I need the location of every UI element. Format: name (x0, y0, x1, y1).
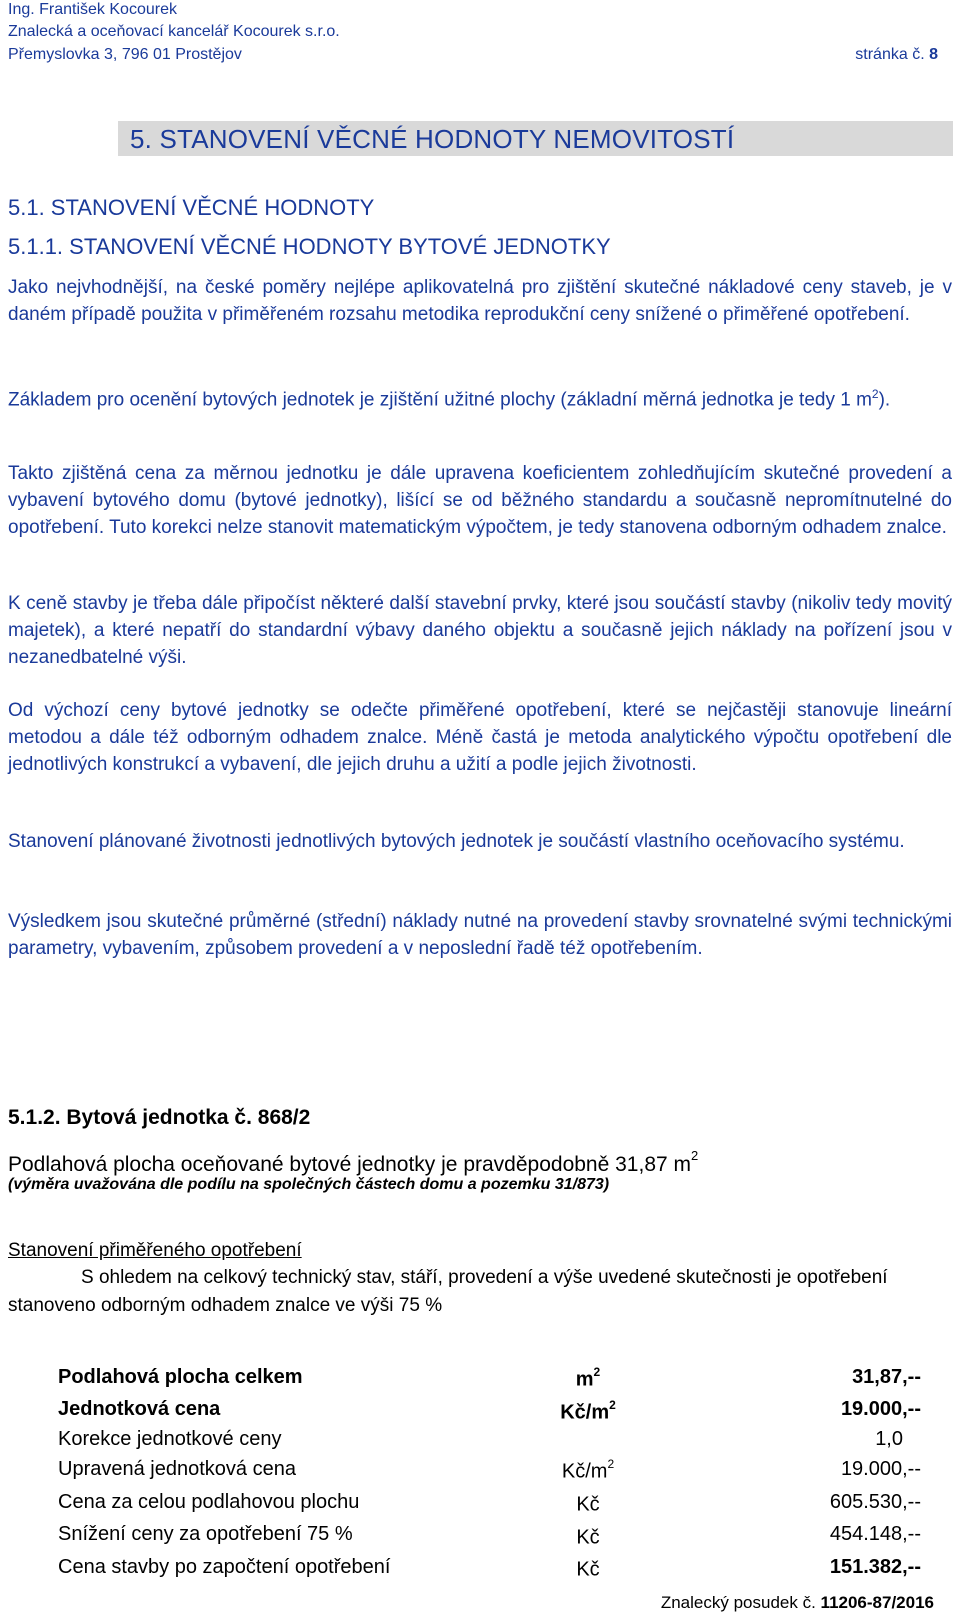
row-value: 19.000,-- (840, 1398, 921, 1421)
wear-text: S ohledem na celkový technický stav, stáří, provedení a výše uvedené skutečnosti je opotřebení stanoveno odborným odhadem znalce ve výši 75 % (8, 1267, 888, 1316)
section-heading-5-1-2: 5.1.2. Bytová jednotka č. 868/2 (8, 1106, 311, 1129)
valuation-table (58, 1361, 921, 1584)
section-heading-5: 5. STANOVENÍ VĚCNÉ HODNOTY NEMOVITOSTÍ (130, 124, 735, 154)
author-name: Ing. František Kocourek (8, 1, 177, 18)
page-number: 8 (929, 46, 938, 63)
row-unit (528, 1426, 648, 1453)
row-value: 605.530,-- (829, 1490, 921, 1513)
table-row (58, 1551, 921, 1584)
floor-area-sup: 2 (691, 1148, 699, 1163)
row-value: 1,0 (875, 1428, 903, 1451)
row-label: Snížení ceny za opotřebení 75 % (58, 1523, 353, 1546)
paragraph-additional-elements: K ceně stavby je třeba dále připočíst některé další stavební prvky, které jsou součástí stavby (nikoliv tedy movitý majetek), a které nepatří do standardní výbavy daného objektu a současně jejich náklady na pořízení jsou v nezanedbatelné výši. (8, 593, 952, 668)
row-label: Cena stavby po započtení opotřebení (58, 1556, 391, 1579)
floor-area-text: Podlahová plocha oceňované bytové jednotky je pravděpodobně 31,87 m (8, 1153, 692, 1176)
section-heading-5-1: 5.1. STANOVENÍ VĚCNÉ HODNOTY (8, 195, 375, 220)
paragraph-result: Výsledkem jsou skutečné průměrné (střední) náklady nutné na provedení stavby srovnatelné svými technickými parametry, vybavením, způsobem provedení a v neposlední řadě též opotřebením. (8, 911, 952, 959)
row-label: Podlahová plocha celkem (58, 1365, 303, 1388)
footer-number: 11206-87/2016 (820, 1593, 934, 1612)
row-unit: $m^2$ (575, 1365, 601, 1391)
row-value: 151.382,-- (829, 1556, 921, 1579)
row-value: 454.148,-- (829, 1523, 921, 1546)
row-label: Cena za celou podlahovou plochu (58, 1490, 360, 1513)
row-unit: Kč (576, 1526, 600, 1549)
row-value: 19.000,-- (840, 1458, 921, 1481)
row-unit: $Kč/m^2$ (560, 1397, 616, 1424)
floor-area-note: (výměra uvažována dle podílu na společných částech domu a pozemku 31/873) (8, 1176, 610, 1193)
row-value: 31,87,-- (852, 1365, 921, 1388)
floor-area-statement (8, 1146, 698, 1178)
office-address: Přemyslovka 3, 796 01 Prostějov (8, 46, 242, 63)
table-row (58, 1486, 921, 1519)
wear-heading: Stanovení přiměřeného opotřebení (8, 1240, 302, 1261)
table-row (58, 1361, 921, 1394)
footer-label: Znalecký posudek č. (660, 1593, 816, 1612)
table-row (58, 1453, 921, 1486)
paragraph-lifetime: Stanovení plánované životnosti jednotlivých bytových jednotek je součástí vlastního oceňovacího systému. (8, 831, 905, 852)
page-label: stránka č. (855, 46, 925, 63)
table-row (58, 1519, 921, 1552)
paragraph-basis (8, 381, 952, 413)
paragraph-depreciation: Od výchozí ceny bytové jednotky se odečte přiměřené opotřebení, které se nejčastěji stanovuje lineární metodou a dále též odborným odhadem znalce. Méně častá je metoda analytického výpočtu opotřebení dle jednotlivých konstrukcí a vybavení, dle jejich druhu a užití a podle jejich životnosti. (8, 700, 952, 775)
report-footer (661, 1592, 934, 1614)
table-row (58, 1394, 921, 1427)
paragraph-method: Jako nejvhodnější, na české poměry nejlépe aplikovatelná pro zjištění skutečné nákladové ceny staveb, je v daném případě použita v přiměřeném rozsahu metodika reprodukční ceny snížené o přiměřené opotřebení. (8, 277, 952, 325)
table-row (58, 1426, 921, 1453)
paragraph-basis-text: Základem pro ocenění bytových jednotek je zjištění užitné plochy (základní měrná jednotka je tedy 1 m (8, 389, 872, 411)
office-name: Znalecká a oceňovací kancelář Kocourek s.r.o. (8, 23, 340, 40)
row-label: Upravená jednotková cena (58, 1458, 296, 1481)
section-heading-5-1-1: 5.1.1. STANOVENÍ VĚCNÉ HODNOTY BYTOVÉ JEDNOTKY (8, 234, 611, 259)
row-unit: Kč (576, 1493, 600, 1516)
row-label: Korekce jednotkové ceny (58, 1428, 282, 1451)
row-label: Jednotková cena (58, 1398, 221, 1421)
paragraph-basis-sup: 2 (871, 387, 879, 401)
paragraph-basis-end: ). (878, 389, 891, 411)
page-indicator (855, 45, 938, 64)
row-unit: Kč (576, 1558, 600, 1581)
paragraph-coefficient: Takto zjištěná cena za měrnou jednotku je dále upravena koeficientem zohledňujícím skutečné provedení a vybavení bytového domu (bytové jednotky), lišící se od běžného standardu a současně nepromítnutelné do opotřebení. Tuto korekci nelze stanovit matematickým výpočtem, je tedy stanovena odborným odhadem znalce. (8, 463, 952, 538)
row-unit: $Kč/m^2$ (561, 1457, 615, 1483)
